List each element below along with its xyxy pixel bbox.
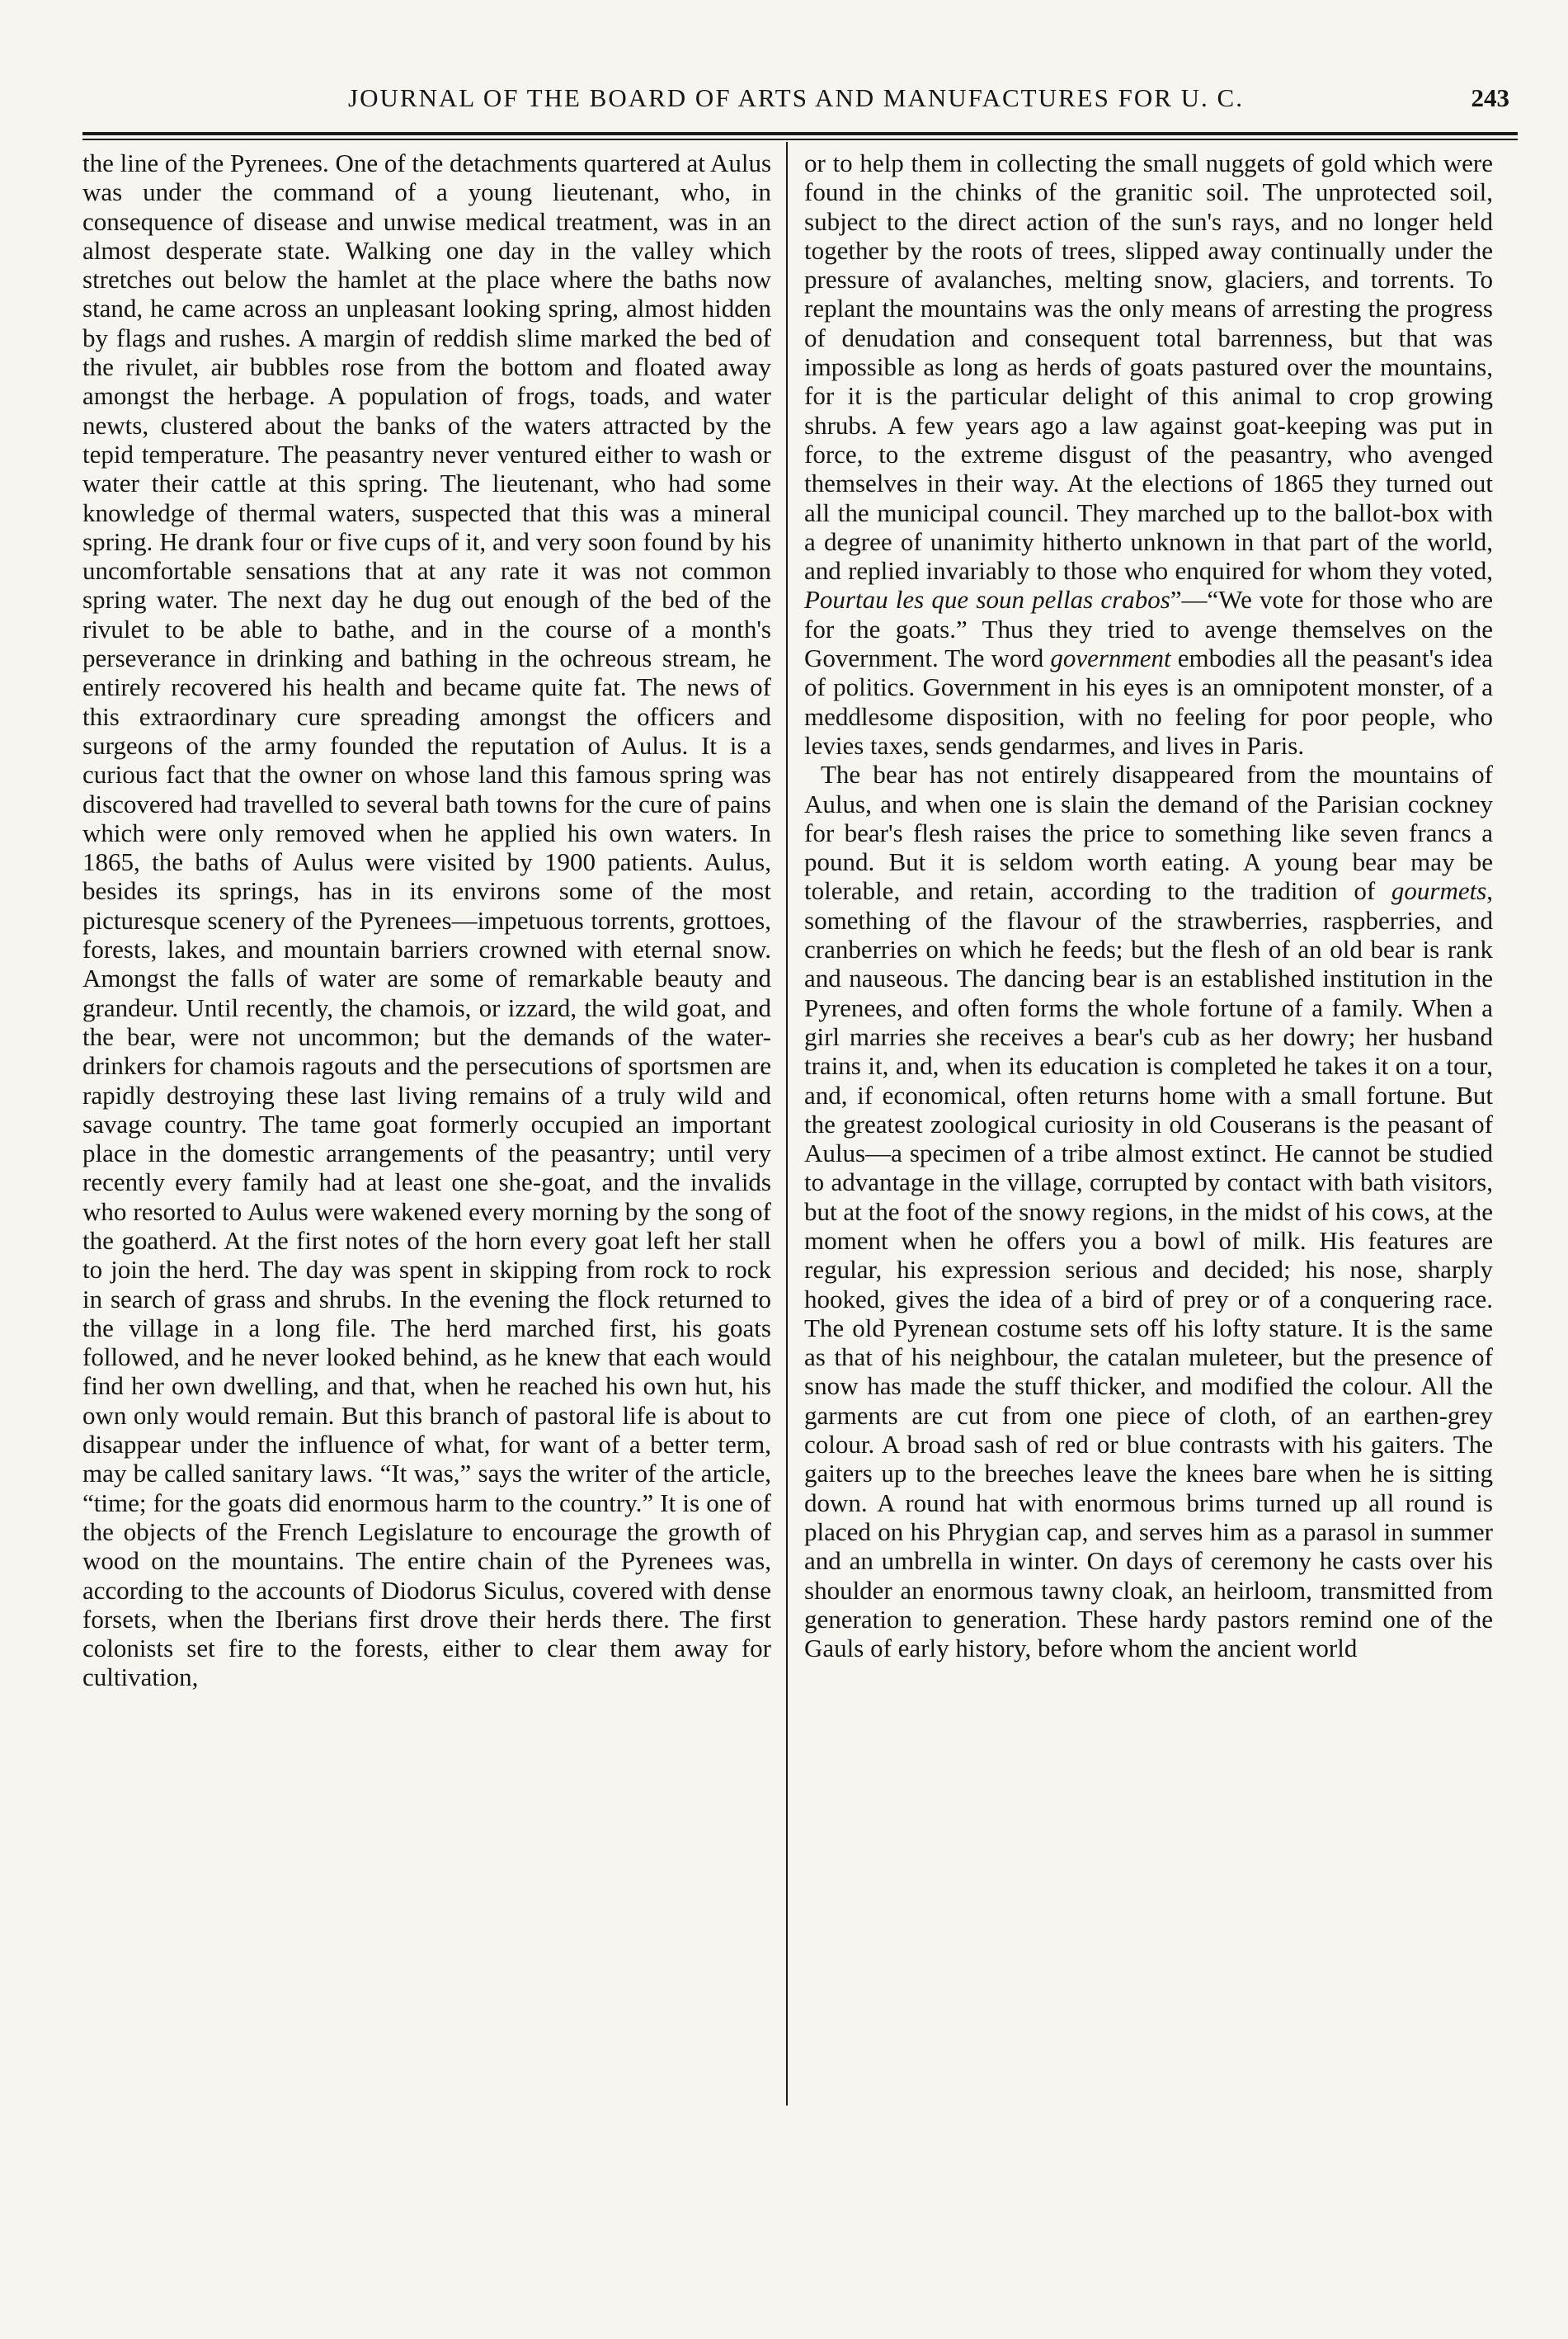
- p2-text-b: , something of the flavour of the strawberries, raspberries, and cranberries on which he feeds; but the flesh of an old bear is rank and nauseous. The dancing bear is an established institution in the Pyrenees, and often forms the whole fortune of a family. When a girl marries she receives a bear's cub as her dowry; her husband trains it, and, when its education is completed he takes it on a tour, and, if economical, often returns home with a small fortune. But the greatest zoological curiosity in old Couserans is the peasant of Aulus—a specimen of a tribe almost extinct. He cannot be studied to advantage in the village, corrupted by contact with bath visitors, but at the foot of the snowy regions, in the midst of his cows, at the moment when he offers you a bowl of milk. His features are regular, his expression serious and decided; his nose, sharply hooked, gives the idea of a bird of prey or of a conquering race. The old Pyrenean costume sets off his lofty stature. It is the same as that of his neighbour, the catalan muleteer, but the presence of snow has made the stuff thicker, and modified the colour. All the garments are cut from one piece of cloth, of an earthen-grey colour. A broad sash of red or blue contrasts with his gaiters. The gaiters up to the breeches leave the knees bare when he is sitting down. A round hat with enormous brims turned up all round is placed on his Phrygian cap, and serves him as a parasol in summer and an umbrella in winter. On days of ceremony he casts over his shoulder an enormous tawny cloak, an heirloom, transmitted from generation to generation. These hardy pastors remind one of the Gauls of early history, before whom the ancient world: [804, 876, 1494, 1663]
- right-paragraph-bear: [804, 760, 1493, 1662]
- header-rule-thick: [82, 132, 1518, 135]
- running-head: [82, 69, 1514, 127]
- p2-text-a: The bear has not entirely disappeared from the mountains of Aulus, and when one is slain the demand of the Parisian cockney for bear's flesh raises the price to something like seven francs a pound. But it is seldom worth eating. A young bear may be tolerable, and retain, according to the tradition of: [804, 760, 1493, 906]
- p1-text-a: or to help them in collecting the small nuggets of gold which were found in the chinks of the granitic soil. The unprotected soil, subject to the direct action of the sun's rays, and no longer held together by the roots of trees, slipped away continually under the pressure of avalanches, melting snow, glaciers, and torrents. To replant the mountains was the only means of arresting the progress of denudation and consequent total barrenness, but that was impossible as long as herds of goats pastured over the mountains, for it is the particular delight of this animal to crop growing shrubs. A few years ago a law against goat-keeping was put in force, to the extreme disgust of the peasantry, who avenged themselves in their way. At the elections of 1865 they turned out all the municipal council. They marched up to the ballot-box with a degree of unanimity hitherto unknown in that part of the world, and replied invariably to those who enquired for whom they voted,: [804, 149, 1493, 586]
- left-column-paragraph: the line of the Pyrenees. One of the detachments quartered at Aulus was under the command of a young lieutenant, who, in consequence of disease and unwise medical treatment, was in an almost desperate state. Walking one day in the valley which stretches out below the hamlet at the place where the baths now stand, he came across an unpleasant looking spring, almost hidden by flags and rushes. A margin of reddish slime marked the bed of the rivulet, air bubbles rose from the bottom and floated away amongst the herbage. A population of frogs, toads, and water newts, clustered about the banks of the waters attracted by the tepid temperature. The peasantry never ventured either to wash or water their cattle at this spring. The lieutenant, who had some knowledge of thermal waters, suspected that this was a mineral spring. He drank four or five cups of it, and very soon found by his uncomfortable sensations that at any rate it was not common spring water. The next day he dug out enough of the bed of the rivulet to be able to bathe, and in the course of a month's perseverance in drinking and bathing in the ochreous stream, he entirely recovered his health and became quite fat. The news of this extraordinary cure spreading amongst the officers and surgeons of the army founded the reputation of Aulus. It is a curious fact that the owner on whose land this famous spring was discovered had travelled to several bath towns for the cure of pains which were only removed when he applied his own waters. In 1865, the baths of Aulus were visited by 1900 patients. Aulus, besides its springs, has in its environs some of the most picturesque scenery of the Pyrenees—impetuous torrents, grottoes, forests, lakes, and mountain barriers crowned with eternal snow. Amongst the falls of water are some of remarkable beauty and grandeur. Until recently, the chamois, or izzard, the wild goat, and the bear, were not uncommon; but the demands of the water-drinkers for chamois ragouts and the persecutions of sportsmen are rapidly destroying these last living remains of a truly wild and savage country. The tame goat formerly occupied an important place in the domestic arrangements of the peasantry; until very recently every family had at least one she-goat, and the invalids who resorted to Aulus were wakened every morning by the song of the goatherd. At the first notes of the horn every goat left her stall to join the herd. The day was spent in skipping from rock to rock in search of grass and shrubs. In the evening the flock returned to the village in a long file. The herd marched first, his goats followed, and he never looked behind, as he knew that each would find her own dwelling, and that, when he reached his own hut, his own only would remain. But this branch of pastoral life is about to disappear under the influence of what, for want of a better term, may be called sanitary laws. “It was,” says the writer of the article, “time; for the goats did enormous harm to the country.” It is one of the objects of the French Legislature to encourage the growth of wood on the mountains. The entire chain of the Pyrenees was, according to the accounts of Diodorus Siculus, covered with dense forsets, when the Iberians first drove their herds there. The first colonists set fire to the forests, either to clear them away for cultivation,: [82, 149, 772, 1692]
- p1-text-b: ”—“We vote for those who are for the goats.” Thus they tried to avenge themselves on the Government. The word: [804, 585, 1493, 673]
- p1-italic-phrase: Pourtau les que soun pellas crabos: [804, 585, 1170, 615]
- header-rule-thin: [82, 139, 1518, 140]
- p2-italic-word: gourmets: [1391, 876, 1487, 906]
- right-column: [804, 149, 1493, 1662]
- left-column: [82, 149, 771, 1692]
- p1-italic-word: government: [1050, 644, 1171, 673]
- column-divider: [786, 142, 788, 2106]
- journal-title: JOURNAL OF THE BOARD OF ARTS AND MANUFACTURES FOR U. C.: [348, 83, 1244, 112]
- p1-text-c: embodies all the peasant's idea of politics. Government in his eyes is an omnipotent monster, of a meddlesome disposition, with no feeling for poor people, who levies taxes, sends gendarmes, and lives in Paris.: [804, 644, 1494, 760]
- right-paragraph-goats: [804, 149, 1493, 760]
- page-number: 243: [1471, 83, 1509, 112]
